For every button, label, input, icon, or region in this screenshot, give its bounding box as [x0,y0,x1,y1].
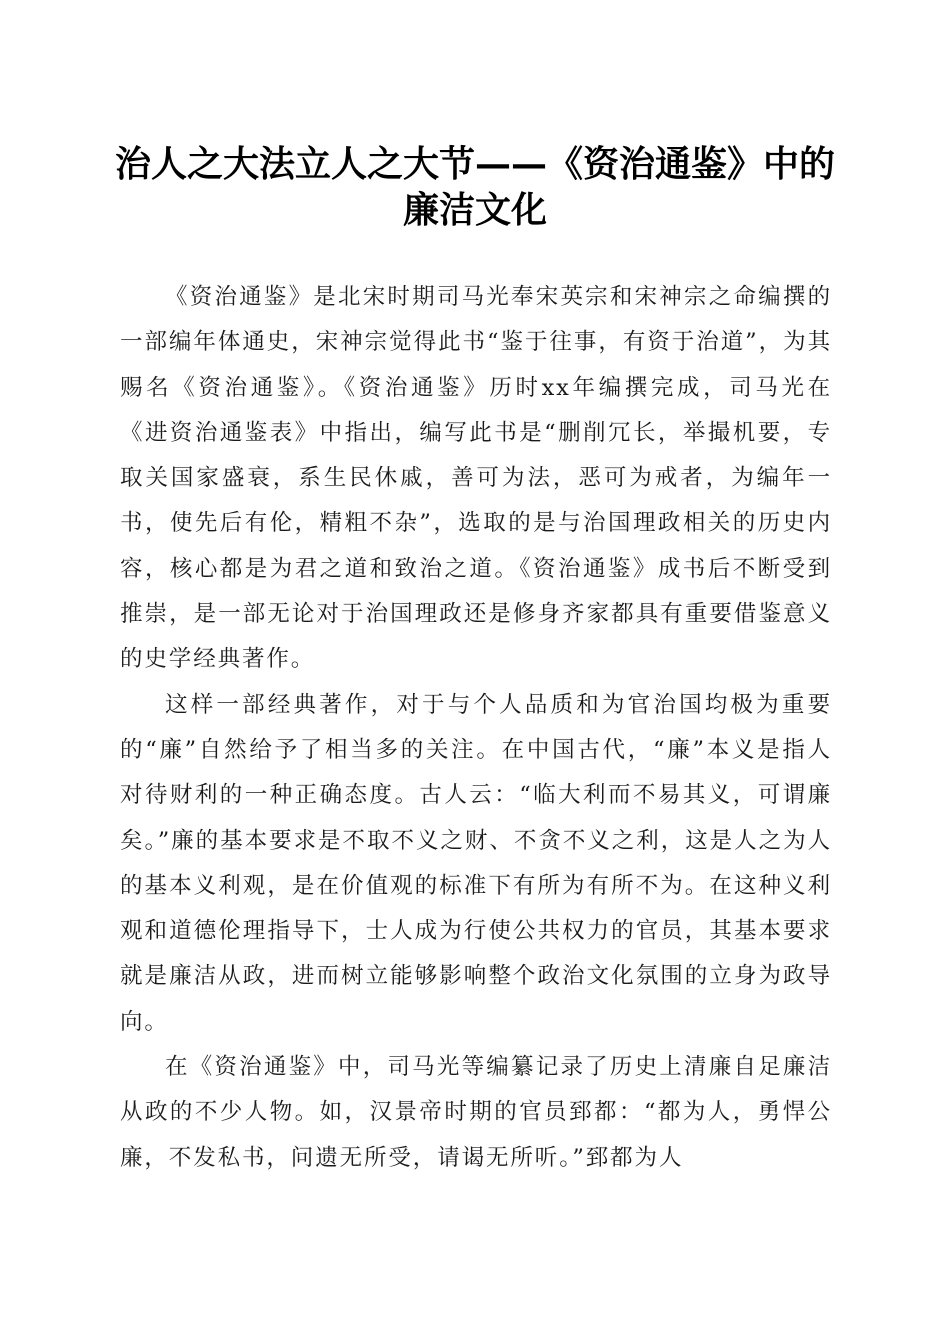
paragraph-2: 这样一部经典著作，对于与个人品质和为官治国均极为重要的“廉”自然给予了相当多的关注。在中国古代，“廉”本义是指人对待财利的一种正确态度。古人云：“临大利而不易其义，可谓廉矣。”廉的基本要求是不取不义之财、不贪不义之利，这是人之为人的基本义利观，是在价值观的标准下有所为有所不为。在这种义利观和道德伦理指导下，士人成为行使公共权力的官员，其基本要求就是廉洁从政，进而树立能够影响整个政治文化氛围的立身为政导向。 [120,691,832,1035]
paragraph-3: 在《资治通鉴》中，司马光等编纂记录了历史上清廉自足廉洁从政的不少人物。如，汉景帝时期的官员郅都：“都为人，勇悍公廉，不发私书，问遗无所受，请谒无所听。”郅都为人 [120,1054,832,1171]
document-title-line-2: 廉洁文化 [402,189,547,231]
paragraph-1: 《资治通鉴》是北宋时期司马光奉宋英宗和宋神宗之命编撰的一部编年体通史，宋神宗觉得此书“鉴于往事，有资于治道”，为其赐名《资治通鉴》。《资治通鉴》历时xx年编撰完成，司马光在《进资治通鉴表》中指出，编写此书是“删削冗长，举撮机要，专取关国家盛衰，系生民休戚，善可为法，恶可为戒者，为编年一书，使先后有伦，精粗不杂”，选取的是与治国理政相关的历史内容，核心都是为君之道和致治之道。《资治通鉴》成书后不断受到推崇，是一部无论对于治国理政还是修身齐家都具有重要借鉴意义的史学经典著作。 [120,284,832,673]
document-title-line-1: 治人之大法立人之大节——《资治通鉴》中的 [114,143,835,185]
document-body [120,275,832,1181]
